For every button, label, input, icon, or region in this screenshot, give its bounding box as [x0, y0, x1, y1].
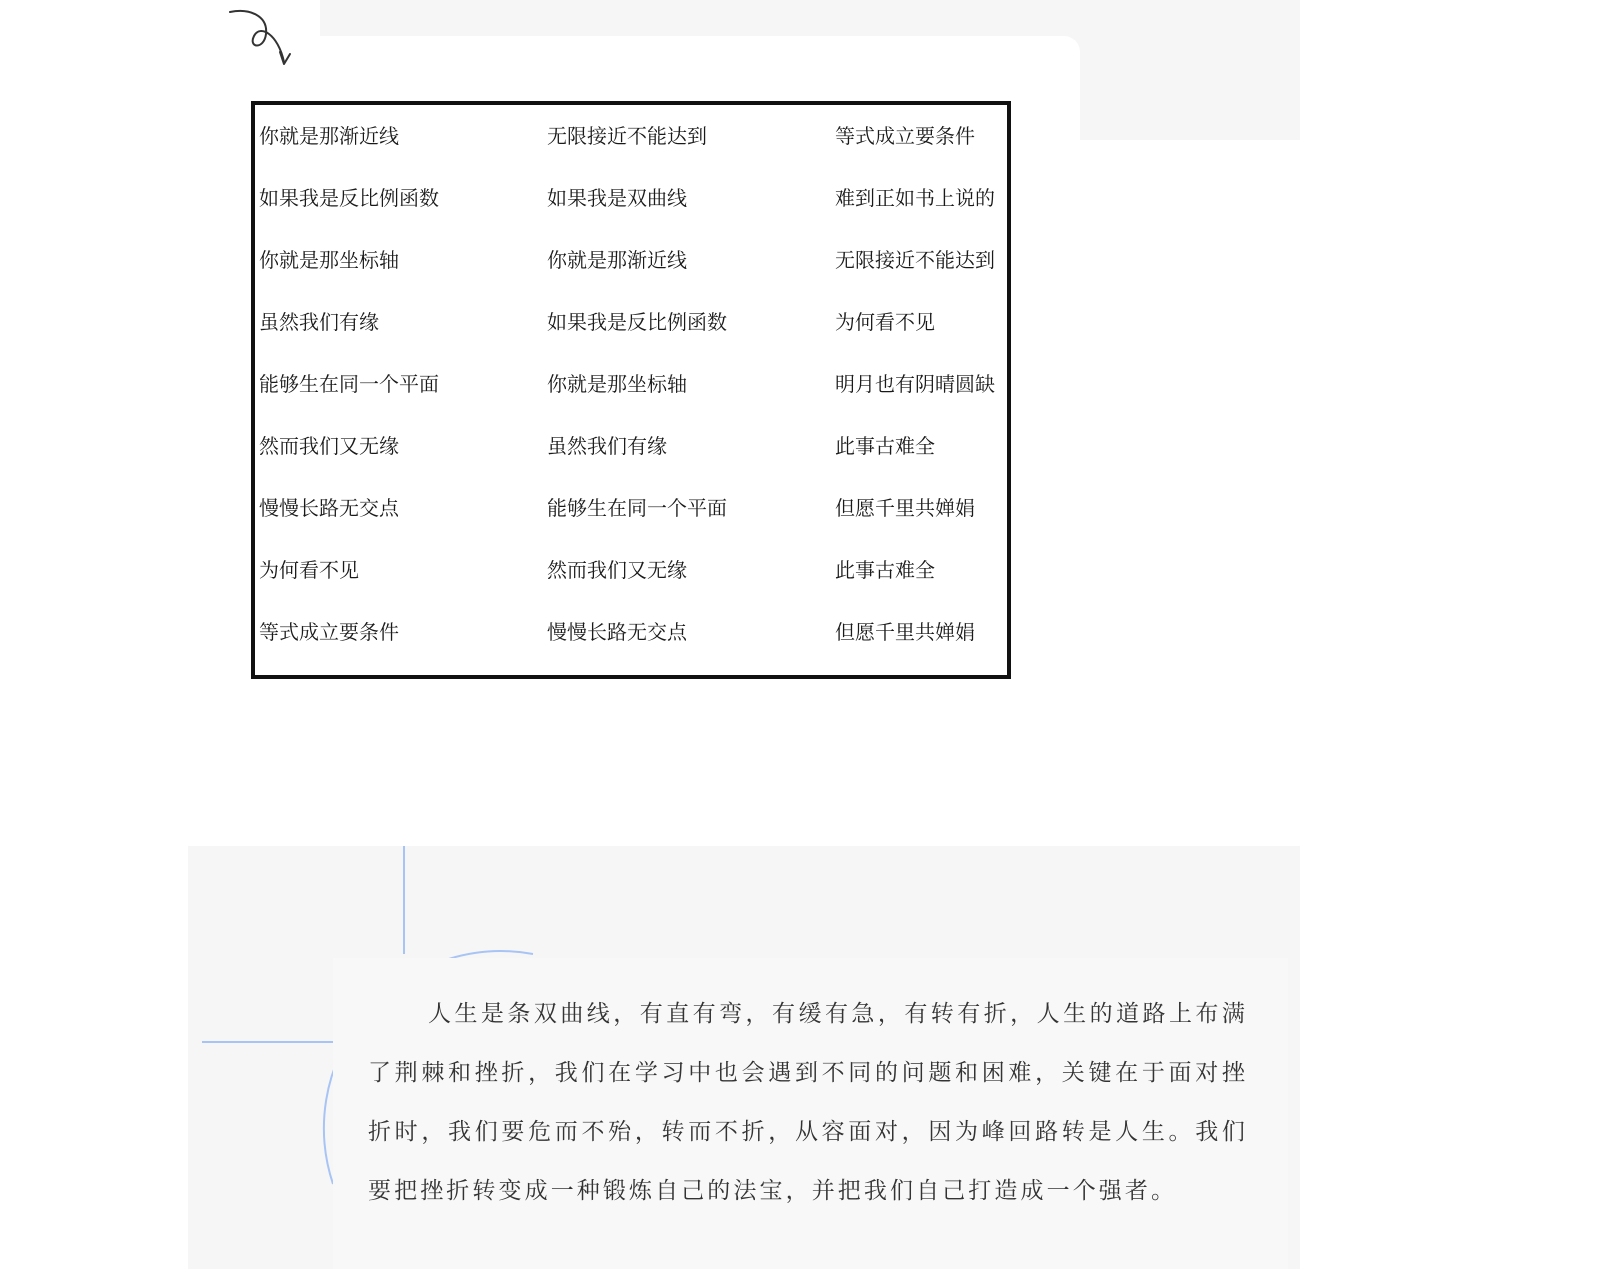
lyrics-cell: 慢慢长路无交点	[259, 496, 399, 520]
lyrics-row	[259, 245, 1007, 307]
lyrics-cell: 如果我是双曲线	[547, 186, 687, 210]
lyrics-cell: 虽然我们有缘	[259, 310, 379, 334]
lyrics-cell: 如果我是反比例函数	[547, 310, 727, 334]
lyrics-row	[259, 369, 1007, 431]
lyrics-cell: 然而我们又无缘	[259, 434, 399, 458]
lyrics-row	[259, 555, 1007, 617]
lyrics-grid	[259, 121, 1007, 679]
lyrics-cell: 明月也有阴晴圆缺	[835, 372, 995, 396]
lyrics-cell: 无限接近不能达到	[547, 124, 707, 148]
lyrics-cell: 此事古难全	[835, 434, 935, 458]
lyrics-row	[259, 617, 1007, 679]
lyrics-cell: 为何看不见	[259, 558, 359, 582]
lyrics-cell: 你就是那坐标轴	[547, 372, 687, 396]
lyrics-table	[251, 101, 1011, 679]
lyrics-cell: 无限接近不能达到	[835, 248, 995, 272]
lyrics-cell: 但愿千里共婵娟	[835, 496, 975, 520]
lyrics-cell: 但愿千里共婵娟	[835, 620, 975, 644]
lyrics-cell: 虽然我们有缘	[547, 434, 667, 458]
essay-paragraph: 人生是条双曲线，有直有弯，有缓有急，有转有折，人生的道路上布满了荆棘和挫折，我们在学习中也会遇到不同的问题和困难，关键在于面对挫折时，我们要危而不殆，转而不折，从容面对，因为峰回路转是人生。我们要把挫折转变成一种锻炼自己的法宝，并把我们自己打造成一个强者。	[368, 1001, 1248, 1204]
lyrics-row	[259, 307, 1007, 369]
lyrics-cell: 此事古难全	[835, 558, 935, 582]
lyrics-cell: 慢慢长路无交点	[547, 620, 687, 644]
lyrics-cell: 能够生在同一个平面	[259, 372, 439, 396]
squiggle-arrow-icon	[228, 6, 298, 68]
lyrics-cell: 你就是那渐近线	[547, 248, 687, 272]
lyrics-cell: 你就是那渐近线	[259, 124, 399, 148]
lyrics-row	[259, 183, 1007, 245]
lyrics-row	[259, 493, 1007, 555]
lyrics-cell: 为何看不见	[835, 310, 935, 334]
lyrics-cell: 能够生在同一个平面	[547, 496, 727, 520]
lyrics-cell: 如果我是反比例函数	[259, 186, 439, 210]
lyrics-cell: 等式成立要条件	[835, 124, 975, 148]
lyrics-row	[259, 431, 1007, 493]
lyrics-cell: 难到正如书上说的	[835, 186, 995, 210]
lyrics-row	[259, 121, 1007, 183]
lyrics-cell: 你就是那坐标轴	[259, 248, 399, 272]
lyrics-cell: 等式成立要条件	[259, 620, 399, 644]
lyrics-cell: 然而我们又无缘	[547, 558, 687, 582]
